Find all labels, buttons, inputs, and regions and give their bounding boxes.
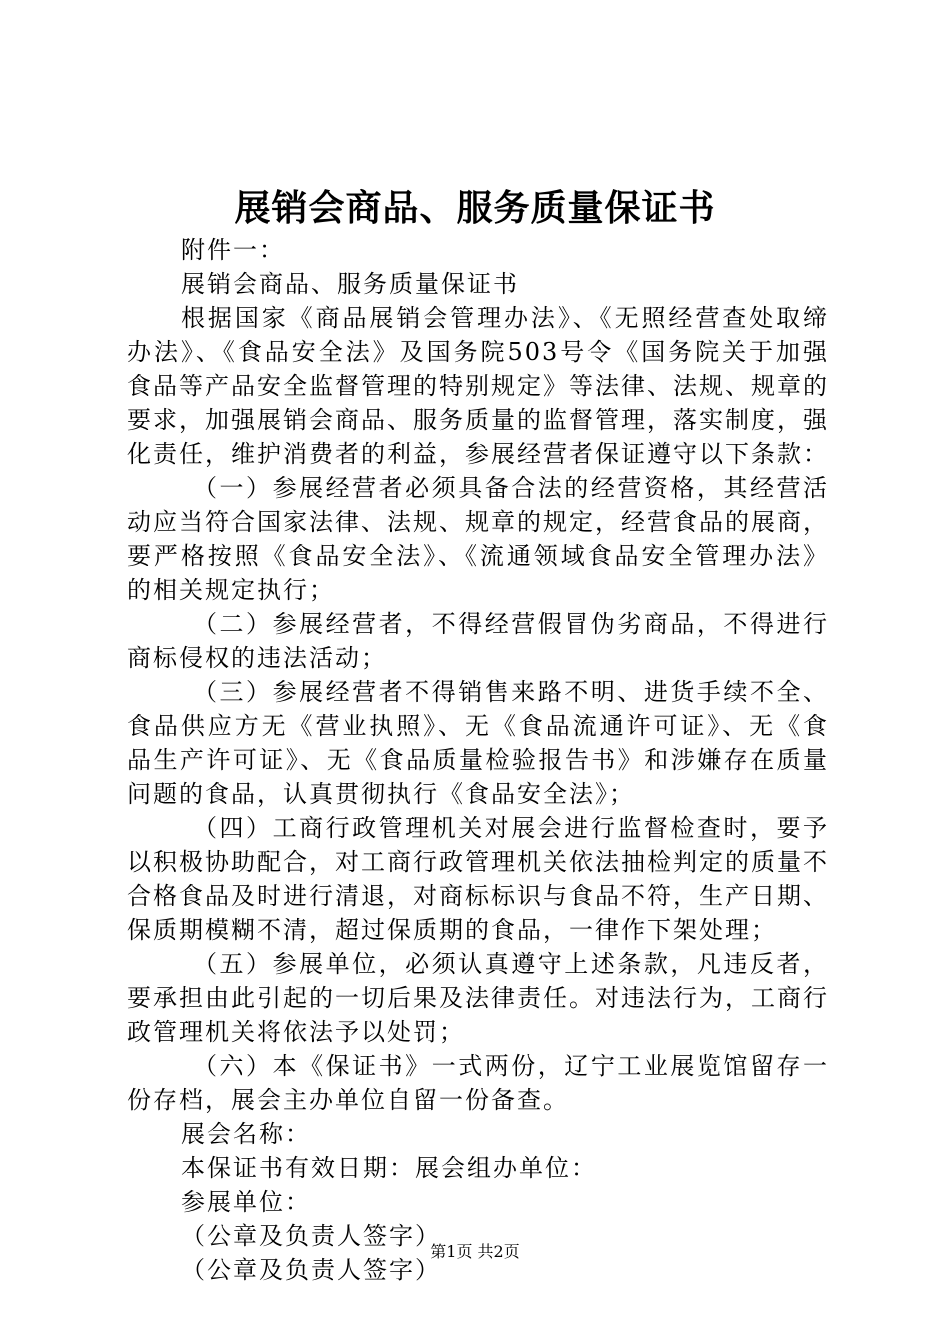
- document-body: [127, 233, 829, 1287]
- exhibitor-field: 参展单位：: [181, 1188, 311, 1216]
- clause-2: （二）参展经营者，不得经营假冒伪劣商品，不得进行商标侵权的违法活动；: [127, 610, 829, 672]
- validity-field: 本保证书有效日期：展会组办单位：: [181, 1154, 597, 1182]
- seal-signature-line: （公章及负责人签字）: [181, 1222, 441, 1250]
- page-indicator: 第1页 共2页: [430, 1242, 520, 1261]
- document-subtitle: 展销会商品、服务质量保证书: [181, 270, 519, 298]
- seal-signature-line: （公章及负责人签字）: [181, 1256, 441, 1284]
- clause-6: （六）本《保证书》一式两份，辽宁工业展览馆留存一份存档，展会主办单位自留一份备查。: [127, 1052, 829, 1114]
- clause-3: （三）参展经营者不得销售来路不明、进货手续不全、食品供应方无《营业执照》、无《食品流通许可证》、无《食品生产许可证》、无《食品质量检验报告书》和涉嫌存在质量问题的食品，认真贯彻执行《食品安全法》；: [127, 678, 829, 808]
- intro-paragraph: 根据国家《商品展销会管理办法》、《无照经营查处取缔办法》、《食品安全法》及国务院503号令《国务院关于加强食品等产品安全监督管理的特别规定》等法律、法规、规章的要求，加强展销会商品、服务质量的监督管理，落实制度，强化责任，维护消费者的利益，参展经营者保证遵守以下条款：: [127, 304, 829, 468]
- exhibition-name-field: 展会名称：: [181, 1120, 311, 1148]
- attachment-label: 附件一：: [181, 236, 285, 264]
- clause-1: （一）参展经营者必须具备合法的经营资格，其经营活动应当符合国家法律、法规、规章的规定，经营食品的展商，要严格按照《食品安全法》、《流通领域食品安全管理办法》的相关规定执行；: [127, 474, 829, 604]
- clause-4: （四）工商行政管理机关对展会进行监督检查时，要予以积极协助配合，对工商行政管理机关依法抽检判定的质量不合格食品及时进行清退，对商标标识与食品不符，生产日期、保质期模糊不清，超过保质期的食品，一律作下架处理；: [127, 814, 829, 944]
- document-title: 展销会商品、服务质量保证书: [234, 187, 716, 229]
- clause-5: （五）参展单位，必须认真遵守上述条款，凡违反者，要承担由此引起的一切后果及法律责任。对违法行为，工商行政管理机关将依法予以处罚；: [127, 950, 829, 1046]
